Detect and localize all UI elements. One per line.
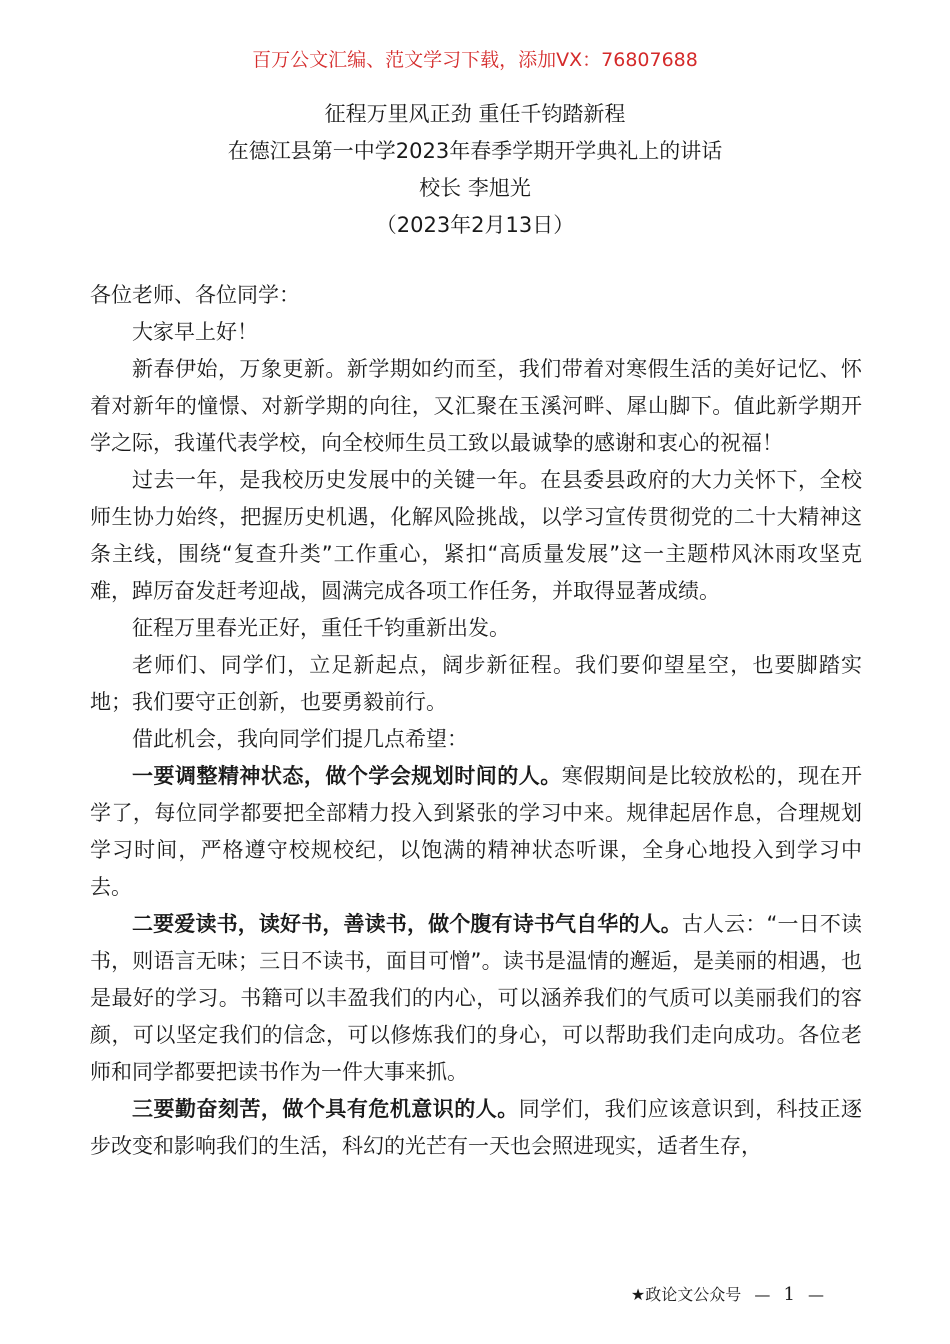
- paragraph-4: 老师们、同学们，立足新起点，阔步新征程。我们要仰望星空，也要脚踏实地；我们要守正创新，也要勇毅前行。: [90, 653, 862, 714]
- footer-source: ★政论文公众号: [630, 1285, 742, 1304]
- hope-1-text: 寒假期间是比较放松的，现在开学了，每位同学都要把全部精力投入到紧张的学习中来。规律起居作息，合理规划学习时间，严格遵守校规校纪，以饱满的精神状态听课，全身心地投入到学习中去。: [90, 764, 863, 899]
- speech-body: [90, 277, 862, 1165]
- watermark-text: 百万公文汇编、范文学习下载，添加VX：76807688: [252, 49, 698, 71]
- paragraph-8: [90, 1091, 862, 1165]
- greeting: 大家早上好！: [132, 320, 258, 344]
- page-footer: [631, 1284, 832, 1306]
- paragraph-7: [90, 906, 862, 1091]
- paragraph-6: [90, 758, 862, 906]
- paragraph-5: 借此机会，我向同学们提几点希望：: [132, 727, 468, 751]
- hope-2-text: 古人云：“一日不读书，则语言无味；三日不读书，面目可憎”。读书是温情的邂逅，是美丽的相遇，也是最好的学习。书籍可以丰盈我们的内心，可以涵养我们的气质可以美丽我们的容颜，可以坚定我们的信念，可以修炼我们的身心，可以帮助我们走向成功。各位老师和同学都要把读书作为一件大事来抓。: [90, 912, 862, 1084]
- salutation: 各位老师、各位同学：: [90, 283, 300, 307]
- hope-3-text: 同学们，我们应该意识到，科技正逐步改变和影响我们的生活，科幻的光芒有一天也会照进现实，适者生存，: [90, 1097, 863, 1158]
- paragraph-1: 新春伊始，万象更新。新学期如约而至，我们带着对寒假生活的美好记忆、怀着对新年的憧憬、对新学期的向往，又汇聚在玉溪河畔、犀山脚下。值此新学期开学之际，我谨代表学校，向全校师生员工致以最诚挚的感谢和衷心的祝福！: [90, 357, 862, 455]
- speaker: 校长 李旭光: [419, 176, 531, 200]
- page-number: 1: [783, 1284, 795, 1305]
- title-block: [0, 96, 950, 244]
- footer-dash-left: —: [754, 1285, 771, 1304]
- document-title: 征程万里风正劲 重任千钧踏新程: [324, 102, 626, 126]
- document-subtitle: 在德江县第一中学2023年春季学期开学典礼上的讲话: [227, 139, 723, 163]
- speech-date: （2023年2月13日）: [375, 213, 575, 237]
- hope-2-heading: 二要爱读书，读好书，善读书，做个腹有诗书气自华的人。: [132, 912, 682, 936]
- paragraph-3: 征程万里春光正好，重任千钧重新出发。: [132, 616, 510, 640]
- paragraph-2: 过去一年，是我校历史发展中的关键一年。在县委县政府的大力关怀下，全校师生协力始终，把握历史机遇，化解风险挑战，以学习宣传贯彻党的二十大精神这条主线，围绕“复查升类”工作重心，紧扣“高质量发展”这一主题栉风沐雨攻坚克难，踔厉奋发赶考迎战，圆满完成各项工作任务，并取得显著成绩。: [90, 468, 862, 603]
- hope-3-heading: 三要勤奋刻苦，做个具有危机意识的人。: [132, 1097, 519, 1121]
- footer-dash-right: —: [808, 1285, 824, 1304]
- hope-1-heading: 一要调整精神状态，做个学会规划时间的人。: [132, 764, 562, 788]
